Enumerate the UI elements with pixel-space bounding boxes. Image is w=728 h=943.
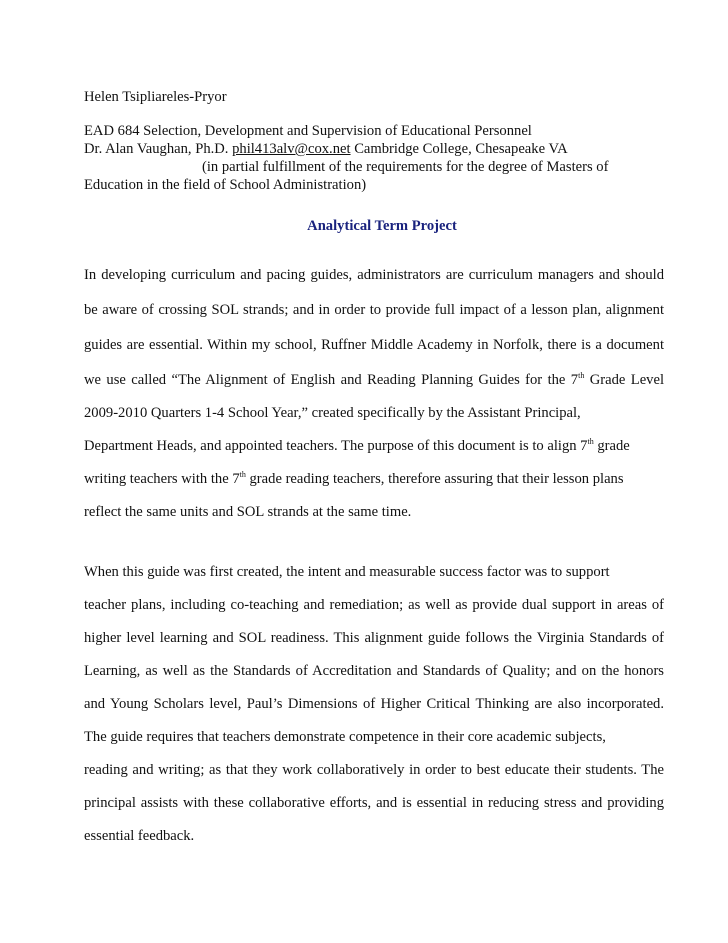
instructor-name: Dr. Alan Vaughan, Ph.D. — [84, 141, 229, 157]
p1-line-8: reflect the same units and SOL strands at the same time. — [84, 504, 412, 520]
p1-line-7-sup: th — [239, 470, 246, 479]
college-name: Cambridge College, Chesapeake VA — [354, 141, 568, 157]
p2-line-7: reading and writing; as that they work collaboratively in order to best educate their students. The — [84, 762, 664, 778]
course-line: EAD 684 Selection, Development and Supervision of Educational Personnel — [84, 123, 532, 139]
document-title: Analytical Term Project — [307, 218, 457, 234]
fulfillment-line-2: Education in the field of School Administration) — [84, 177, 367, 193]
p2-line-4: Learning, as well as the Standards of Accreditation and Standards of Quality; and on the honors — [84, 663, 664, 679]
instructor-line — [84, 140, 568, 158]
p1-line-7 — [84, 470, 664, 488]
p2-line-5: and Young Scholars level, Paul’s Dimensions of Higher Critical Thinking are also incorporated. — [84, 696, 664, 712]
email-link[interactable]: phil413alv@cox.net — [232, 141, 351, 157]
p1-line-4 — [84, 371, 664, 389]
p2-line-6: The guide requires that teachers demonstrate competence in their core academic subjects, — [84, 729, 606, 745]
p1-line-7-b: grade reading teachers, therefore assuring that their lesson plans — [245, 471, 624, 487]
p1-line-2: be aware of crossing SOL strands; and in order to provide full impact of a lesson plan, alignment — [84, 302, 664, 318]
p2-line-1: When this guide was first created, the intent and measurable success factor was to support — [84, 564, 610, 580]
p1-line-3: guides are essential. Within my school, Ruffner Middle Academy in Norfolk, there is a document — [84, 337, 664, 353]
p1-line-7-a: writing teachers with the 7 — [84, 471, 240, 487]
p1-line-4-b: Grade Level — [584, 372, 664, 388]
p1-line-6 — [84, 437, 664, 455]
p2-line-2: teacher plans, including co-teaching and remediation; as well as provide dual support in areas of — [84, 597, 664, 613]
p2-line-9: essential feedback. — [84, 828, 195, 844]
p1-line-4-sup: th — [578, 371, 585, 380]
p1-line-5: 2009-2010 Quarters 1-4 School Year,” created specifically by the Assistant Principal, — [84, 405, 581, 421]
p1-line-6-a: Department Heads, and appointed teachers. The purpose of this document is to align 7 — [84, 438, 588, 454]
p2-line-8: principal assists with these collaborative efforts, and is essential in reducing stress and providing — [84, 795, 664, 811]
p1-line-6-b: grade — [593, 438, 630, 454]
author-name: Helen Tsipliareles-Pryor — [84, 89, 227, 105]
p1-line-4-a: we use called “The Alignment of English and Reading Planning Guides for the 7 — [84, 372, 579, 388]
p2-line-3: higher level learning and SOL readiness. This alignment guide follows the Virginia Standards of — [84, 630, 664, 646]
p1-line-1: In developing curriculum and pacing guides, administrators are curriculum managers and should — [84, 267, 664, 283]
fulfillment-line-1: (in partial fulfillment of the requirements for the degree of Masters of — [202, 159, 609, 175]
p1-line-6-sup: th — [587, 437, 594, 446]
